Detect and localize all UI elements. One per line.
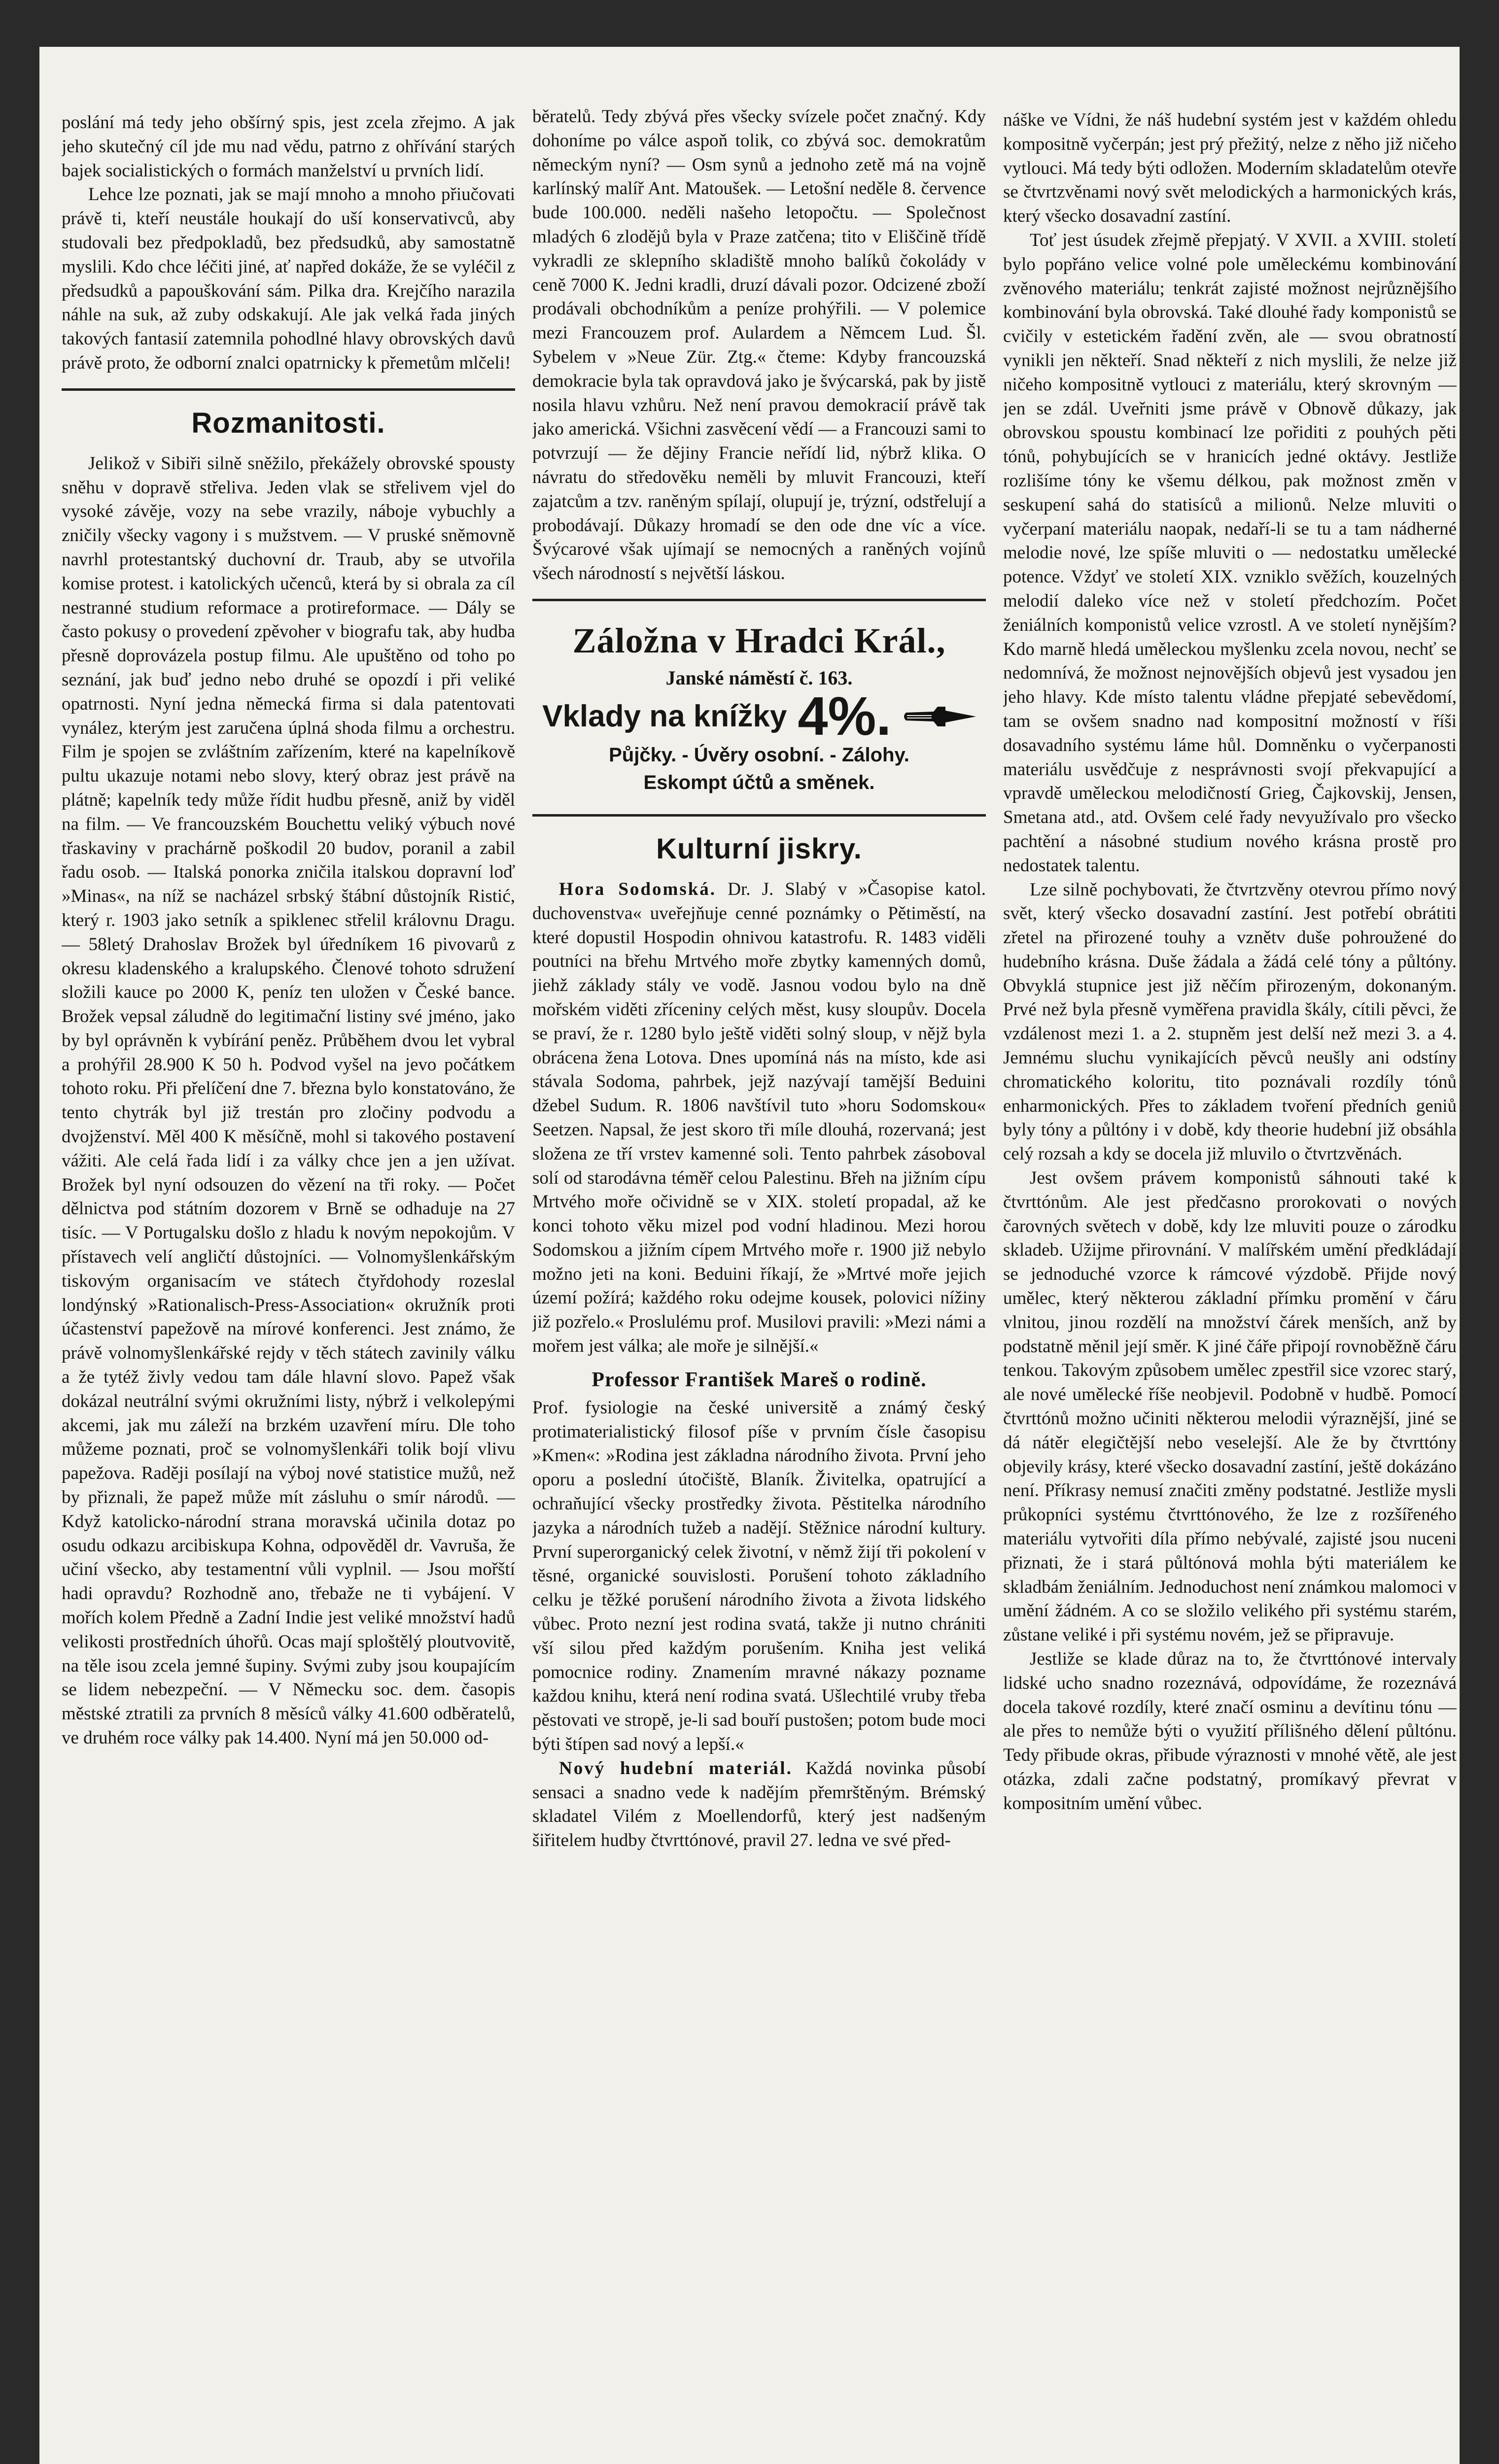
article-title: Hora Sodomská. <box>559 879 717 899</box>
paragraph: Jestliže se klade důraz na to, že čtvrttónové intervaly lidské ucho snadno rozeznává, odpovídáme, že rozeznává docela takové rozdíly, které značí osminu a devítinu tónu — ale přes to nemůže býti o využití přílišného dělení půltónu. Tedy přibude okras, přibude výraznosti v mnohé větě, ale jest otázka, zdali začne podstatný, promíkavý převrat v kompositním umění vůbec. <box>1003 1649 1457 1814</box>
paragraph: Toť jest úsudek zřejmě přepjatý. V XVII. a XVIII. století bylo popřáno velice volné pole uměleckému kombinování zvěnového materiálu; tenkrát zajisté možnost nejrůznějšího kombinování byla obrovská. Také dlouhé řady komponistů se cvičily v estetickém řadění zvěn, ale — svou obratností vynikli jen někteří. Snad někteří z nich myslili, že nelze již ničeho kompositně vytlouci z materiálu, který skrovným — jen se zdál. Uveřniti jsme právě v Obnově důkazy, jak obrovskou spoustu kombinací lze pořiditi z pouhých pěti tónů, pohybujících se v hranicích jedné oktávy. Jestliže rozlišíme tóny ke všemu délkou, pak možnost změn v seskupení sahá do statisíců a milionů. Nelze mluviti o vyčerpaní materiálu naopak, nedaří-li se tu a tam nádherné melodie nové, lze spíše mluviti o — nedostatku umělecké potence. Vždyť ve století XIX. vzniklo svěžích, kouzelných melodií daleko více než v století předchozím. Počet ženiálních komponistů velice vzrostl. A ve století nynějším? Kdo marně hledá uměleckou myšlenku zcela novou, nechť se nedomnívá, že možnost nejnovějších objevů jest vysadou jen jeho hlavy. Kde místo talentu vládne přepjaté sebevědomí, tam se ovšem snadno nad kompositní možností v říši dosavadního systému láme hůl. Domněnku o vyčerpanosti materiálu usvědčuje z nesprávnosti svojí překvapující a vpravdě uměleckou melodičností Grieg, Čajkovskij, Jensen, Smetana atd., atd. Ovšem celé řady nevyužívalo pro všecko pachtění a násobné studium nového krásna prostě pro nedostatek talentu. <box>1003 230 1457 876</box>
column-right <box>1003 108 1457 2464</box>
paragraph: Lehce lze poznati, jak se mají mnoho a mnoho přiučovati právě ti, kteří neustále houkají do uší konservativců, aby studovali bez předpokladů, bez předsudků, aby samostatně myslili. Kdo chce léčiti jiné, ať napřed dokáže, že se vyléčil z předsudků a papouškování sám. Pilka dra. Krejčího narazila náhle na suk, až zuby odskakují. Ale jak velká řada jiných takových fantasií zatemnila pohodlné hlavy obrovských davů právě proto, že odborní znalci opatrnicky k přemetům mlčeli! <box>62 184 515 373</box>
column-middle <box>532 105 986 2464</box>
ad-title: Záložna v Hradci Král., <box>572 620 946 660</box>
section-title-kulturni-jiskry: Kulturní jiskry. <box>656 832 862 865</box>
article-body: Dr. J. Slabý v »Časopise katol. duchovenstva« uveřejňuje cenné poznámky o Pětiměstí, na které dopustil Hospodin ohnivou katastrofu. R. 1483 viděli poutníci na břehu Mrtvého moře zbytky kamenných domů, jiehž základy stály ve vodě. Jasnou vodou bylo na dně mořském viděti zříceniny celých měst, kusy sloupův. Docela se praví, že r. 1280 bylo ještě viděti solný sloup, v nějž byla obrácena žena Lotova. Dnes upomíná nás na místo, kde asi stávala Sodoma, pahrbek, jejž nazývají tamější Beduini džebel Sudum. R. 1806 navštívil tuto »horu Sodomskou« Seetzen. Napsal, že jest skoro tři míle dlouhá, rozervaná; jest složena ze tří vrstev kamenné soli. Tento pahrbek zásoboval solí od starodávna téměř celou Palestinu. Břeh na jižním cípu Mrtvého moře očividně se v XIX. století propadal, až ke konci tohoto věku mizel pod vodní hladinou. Mezi horou Sodomskou a jižním cípem Mrtvého moře r. 1900 již nebylo možno jeti na koni. Beduini říkají, že »Mrtvé moře jejich území požírá; každého roku odejme kousek, polovici nížiny již pozřelo.« Proslulému prof. Musilovi pravili: »Mezi námi a mořem jest válka; ale moře je silnější.« <box>532 879 986 1357</box>
advertisement-zalozna <box>532 614 986 801</box>
section-divider <box>62 388 515 391</box>
article-novy-hudebni-material <box>532 1757 986 1853</box>
article-title-mares: Professor František Mareš o rodině. <box>592 1368 927 1391</box>
article-hora-sodomska <box>532 878 986 1359</box>
ad-services: Půjčky. - Úvěry osobní. - Zálohy. <box>609 744 909 766</box>
pointing-hand-icon <box>902 706 976 727</box>
ad-discount: Eskompt účtů a směnek. <box>643 771 875 793</box>
section-title-rozmanitosti: Rozmanitosti. <box>191 407 385 439</box>
article-body: Prof. fysiologie na české universitě a známý český protimaterialistický filosof píše v prvním čísle časopisu »Kmen«: »Rodina jest základna národního života. První jeho oporu a poslední útočiště, Blaník. Živitelka, opatrující a ochraňující všecky prostředky života. Pěstitelka národního jazyka a národních tužeb a nadějí. Stěžnice národní kultury. První superorganický celek životní, v němž žijí tři pokolení v těsné, organické souvislosti. Porušení tohoto základního celku je těžké porušení národního života a života lidského vůbec. Proto nezní jest rodina svatá, takže ji nutno chrániti vší silou před každým porušením. Kniha jest veliká pomocnice rodiny. Znamením mravné nákazy pozname každou knihu, která není rodina svatá. Ušlechtilé vruby třeba pěstovati ve stropě, je-li sad bouří pustošen; potom bude moci býti štípen sad nový a lepší.« <box>532 1397 986 1755</box>
paragraph: Lze silně pochybovati, že čtvrtzvěny otevrou přímo nový svět, který všecko dosavadní zastíní. Jest potřebí obrátiti zřetel na přirozené touhy a vznětv duše pohroužené do hudebního krásna. Duše žádala a žádá celé tóny a půltóny. Obvyklá stupnice jest již něčím přirozeným, dokonaným. Prvé než byla přesně vyměřena pravidla škály, cítili pěvci, že vzdálenost mezi 1. a 2. stupněm jest delší než mezi 3. a 4. Jemnému sluchu vynikajících pěvců neušly ani odstíny chromatického koloritu, tito poznávali rozdíly tónů enharmonických. Přes to základem tvoření předních geniů byly tóny a půltóny i v době, kdy theorie hudební již obsáhla celý rozsah a kdy se docela již mluvilo o čtvrtzvěnách. <box>1003 879 1457 1164</box>
article-title: Nový hudební materiál. <box>559 1758 793 1779</box>
ad-deposits: Vklady na knížky <box>542 699 787 733</box>
ad-address: Janské náměstí č. 163. <box>665 666 853 689</box>
paragraph: poslání má tedy jeho obšírný spis, jest zcela zřejmo. A jak jeho skutečný cíl jde mu nad vědu, patrno z ohřívání starých bajek socialistických o formách manželství u prvních lidí. <box>62 112 515 181</box>
paragraph: Jest ovšem právem komponistů sáhnouti také k čtvrttónům. Ale jest předčasno prorokovati o nových čarovných světech v době, kdy lze mluviti pouze o zárodku skladeb. Užijme přirovnání. V malířském umění předkládají se jednoduché vzorce k rámcové výzdobě. Přijde nový umělec, který některou základní přímku promění v čáru vlnitou, jinou rozdělí na množství čárek menších, anž by podstatně měnil její směr. K jiné čáře připojí rovnoběžně čáru tenkou. Takovým způsobem umělec zpestřil sice vzorec starý, ale nové umělecké říše neobjevil. Podobně v hudbě. Pomocí čtvrttónů možno učiniti některou melodii výraznější, jiné se dá nátěr elegičtější nebo veselejší. Ale že by čtvrttóny objevily krásy, které všecko dosavadní zastíní, ještě dokázáno není. Příkrasy nemusí značiti změny podstatné. Jestliže mysli průkopníci systému čtvrttónového, že lze z rozšířeného materiálu vytvořiti díla přímo nebývalé, zajisté jsou nuceni přiznati, že i stará půltónová mohla býti materiálem ke skladbám ženiálním. Jednoduchost není známkou malomoci v umění žádném. A co se složilo velikého při systému starém, zůstane veliké i při systému novém, jež se připravuje. <box>1003 1168 1457 1645</box>
paragraph: Jelikož v Sibiři silně sněžilo, překážely obrovské spousty sněhu v dopravě střeliva. Jeden vlak se střelivem vjel do vysoké závěje, vozy na sebe vrazily, náboje vybuchly a zničily všecky vagony i s mužstvem. — V pruské sněmovně navrhl protestantský duchovní dr. Traub, aby se utvořila komise protest. i katolických učenců, která by si obrala za cíl nestranné studium reformace a protireformace. — Dály se často pokusy o provedení zpěvoher v biografu tak, aby hudba přesně doprovázela postup filmu. Ale upuštěno od toho po seznání, jak buď jedno nebo druhé se opozdí i při veliké opatrnosti. Nyní jedna německá firma si dala patentovati vynález, kterým jest zaručena úplná shoda filmu a orchestru. Film je spojen se zvláštním zařízením, které na kapelníkově pultu ukazuje notami nebo slovy, který obraz jest právě na plátně; kapelník tedy může řídit hudbu přesně, aniž by viděl na film. — Ve francouzském Bouchettu veliký výbuch nové třaskaviny v prachárně poškodil 20 budov, poranil a zabil řadu osob. — Italská ponorka zničila italskou dopravní loď »Minas«, na níž se nacházel srbský štábní důstojník Ristić, který r. 1903 jako setník a spiklenec střelil královnu Dragu. — 58letý Drahoslav Brožek byl úředníkem 16 pivovarů z okresu kladenského a kralupského. Členové tohoto sdružení složili kauce po 2000 K, peníz ten uložen v České bance. Brožek vepsal záludně do legitimační listiny své jméno, jako by byl oprávněn k vybírání peněz. Průběhem dvou let vybral a prohýřil 28.900 K 50 h. Podvod vyšel na jevo počátkem tohoto roku. Při přelíčení dne 7. března bylo konstatováno, že tento chytrák byl již trestán pro zločiny podvodu a dvojženství. Měl 400 K měsíčně, mohl si takového postavení vážiti. Ale celá řada lidí i za války chce jen a jen užívat. Brožek byl nyní odsouzen do vězení na tři roky. — Počet dělnictva pod státním dozorem v Brně se odhaduje na 27 tisíc. — V Portugalsku došlo z hladu k novým nepokojům. V přístavech velí angličtí důstojníci. — Volnomyšlenkářským tiskovým organisacím ve státech čtyřdohody rozeslal londýnský »Rationalisch-Press-Association« okružník proti účastenství papežově na mírové konferenci. Jest známo, že právě volnomyšlenkářské rejdy v těch státech zavinily válku a že tytéž živly vedou tam dále hlavní slovo. Papež však dokázal neutrální svými okružními listy, nýbrž i velkolepými akcemi, jak mu záleží na brzkém uzavření míru. Dle toho můžeme poznati, proč se volnomyšlenkáři tolik bojí vlivu papežova. Raději posílají na výboj nové statistice mužů, než by přiznali, že papež může mít zásluhu o smír národů. — Když katolicko-národní strana moravská učinila dotaz po osudu odkazu arcibiskupa Kohna, odpověděl dr. Vavruša, že učiní všecko, aby testamentní vůli vyplnil. — Jsou mořští hadi opravdu? Rozhodně ano, třebaže ne ti vybájení. V mořích kolem Předně a Zadní Indie jest veliké množství hadů velikosti prostředních úhořů. Ocas mají sploštělý ploutvovitě, na těle isou zcela jemné šupiny. Svými zuby jsou koupajícím se lidem nebezpeční. — V Německu soc. dem. časopis městské ztratili za prvních 8 měsíců války 41.600 odběratelů, ve druhém roce války pak 14.400. Nyní má jen 50.000 od- <box>62 453 515 1748</box>
ad-deposit-row <box>532 685 986 747</box>
section-divider <box>532 599 986 601</box>
ad-interest-rate: 4%. <box>798 685 891 747</box>
column-left <box>62 111 515 2464</box>
newspaper-page <box>39 47 1460 2464</box>
paragraph: náške ve Vídni, že náš hudební systém jest v každém ohledu kompositně vyčerpán; jest prý přežitý, nelze z něho již ničeho vytlouci. Má tedy býti odložen. Moderním skladatelům otevře se čtvrtzvěnami nový svět melodických a harmonických krás, který všecko dosavadní zastíní. <box>1003 110 1457 227</box>
paragraph: běratelů. Tedy zbývá přes všecky svízele počet značný. Kdy dohoníme po válce aspoň tolik, co zbývá soc. demokratům německým nyní? — Osm synů a jednoho zetě má na vojně karlínský malíř Ant. Matoušek. — Letošní neděle 8. července bude 100.000. neděli našeho letopočtu. — Společnost mladých 6 zlodějů byla v Praze zatčena; tito v Eliščině třídě vykradli ze sklepního skladiště mnoho balíků čokolády v ceně 7000 K. Jedni kradli, druzí dávali pozor. Odcizené zboží prodávali obchodníkům a peníze prohýřili. — V polemice mezi Francouzem prof. Aulardem a Němcem Lud. Šl. Sybelem v »Neue Zür. Ztg.« čteme: Kdyby francouzská demokracie byla tak opravdová jako je švýcarská, pak by jistě nosila hlavu vzhůru. Než není pravou demokracií právě tak jako americká. Všichni zasvěcení vědí — a Francouzi sami to potvrzují — že dějiny Francie neřídí lid, nýbrž klika. O návratu do středověku neměli by mluvit Francouzi, kteří zajatcům a tzv. raněným spílají, olupují je, trýzní, odstřelují a probodávají. Důkazy hromadí se den ode dne víc a více. Švýcarové však ujímají se nemocných a raněných vojínů všech národností s největší láskou. <box>532 106 986 584</box>
section-divider <box>532 814 986 817</box>
article-body: Každá novinka působí sensaci a snadno vede k nadějím přemrštěným. Brémský skladatel Vilém z Moellendorfů, který jest nadšeným šiřitelem hudby čtvrttónové, pravil 27. ledna ve své před- <box>532 1758 986 1851</box>
